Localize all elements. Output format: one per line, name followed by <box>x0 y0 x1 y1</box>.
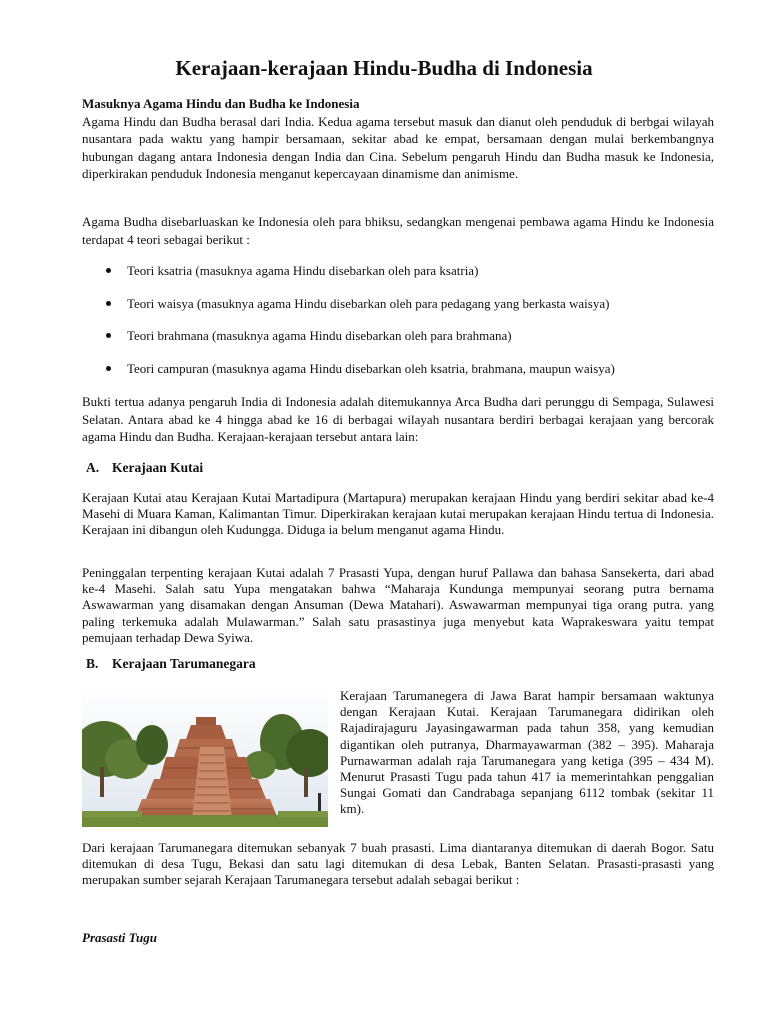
section-heading-tarumanegara <box>86 656 256 672</box>
theory-list <box>82 263 714 393</box>
intro-subheading: Masuknya Agama Hindu dan Budha ke Indonesia <box>82 96 360 111</box>
theory-item: Teori waisya (masuknya agama Hindu disebarkan oleh para pedagang yang berkasta waisya) <box>82 296 714 329</box>
page-title: Kerajaan-kerajaan Hindu-Budha di Indonesia <box>175 56 593 80</box>
section-heading-kutai <box>86 460 203 476</box>
intro-paragraph-1: Agama Hindu dan Budha berasal dari India. Kedua agama tersebut masuk dan dianut oleh penduduk di berbgai wilayah nusantara pada waktu yang hampir bersamaan, sekitar abad ke empat, bersamaan dengan mulai berkembangnya hubungan dagang antara Indonesia dengan India dan Cina. Sebelum pengaruh Hindu dan Budha masuk ke Indonesia, diperkirakan penduduk Indonesia menganut kepercayaan dinamisme dan animisme. <box>82 113 714 181</box>
section-heading-text: Kerajaan Kutai <box>112 460 204 475</box>
intro-section <box>82 95 714 183</box>
theory-item: Teori brahmana (masuknya agama Hindu disebarkan oleh para brahmana) <box>82 328 714 361</box>
theory-item: Teori campuran (masuknya agama Hindu disebarkan oleh ksatria, brahmana, maupun waisya) <box>82 361 714 394</box>
theory-item: Teori ksatria (masuknya agama Hindu disebarkan oleh para ksatria) <box>82 263 714 296</box>
temple-photo <box>82 687 328 827</box>
section-letter: B. <box>86 656 99 671</box>
section-heading-text: Kerajaan Tarumanegara <box>112 656 256 671</box>
section-letter: A. <box>86 460 100 475</box>
tarumanegara-side-text: Kerajaan Tarumanegera di Jawa Barat hampir bersamaan waktunya dengan Kerajaan Kutai. Kerajaan Tarumanegara didirikan oleh Rajadirajaguru Jayasingawarman pada tahun 358, yang kemudian digantikan oleh putranya, Dharmayawarman (382 – 395). Maharaja Purnawarman adalah raja Tarumanegara yang ketiga (395 – 434 M). Menurut Prasasti Tugu pada tahun 417 ia memerintahkan penggalian Sungai Gomati dan Candrabaga sepanjang 6112 tombak (sekitar 11 km). <box>340 688 714 817</box>
kutai-paragraph-2: Peninggalan terpenting kerajaan Kutai adalah 7 Prasasti Yupa, dengan huruf Pallawa dan bahasa Sansekerta, dari abad ke-4 Masehi. Salah satu Yupa mengatakan bahwa “Maharaja Kundunga mempunyai seorang putra bernama Aswawarman yang disamakan dengan Ansuman (Dewa Matahari). Aswawarman mempunyai tiga orang putra. yang paling terkemuka adalah Mulawarman.” Salah satu prasastinya juga menyebut kata Waprakeswara yaitu tempat pemujaan terhadap Dewa Syiwa. <box>82 565 714 645</box>
intro-paragraph-2: Agama Budha disebarluaskan ke Indonesia oleh para bhiksu, sedangkan mengenai pembawa agama Hindu ke Indonesia terdapat 4 teori sebagai berikut : <box>82 214 714 247</box>
prasasti-tugu-heading: Prasasti Tugu <box>82 930 158 945</box>
kutai-paragraph-1: Kerajaan Kutai atau Kerajaan Kutai Martadipura (Martapura) merupakan kerajaan Hindu yang berdiri sekitar abad ke-4 Masehi di Muara Kaman, Kalimantan Timur. Diperkirakan kerajaan kutai merupakan kerajaan Hindu tertua di Indonesia. Kerajaan ini dibangun oleh Kudungga. Diduga ia belum menganut agama Hindu. <box>82 490 714 538</box>
intro-paragraph-3: Bukti tertua adanya pengaruh India di Indonesia adalah ditemukannya Arca Budha dari perunggu di Sempaga, Sulawesi Selatan. Antara abad ke 4 hingga abad ke 16 di berbagai wilayah nusantara berdiri berbagai kerajaan yang bercorak agama Hindu dan Budha. Kerajaan-kerajaan tersebut antara lain: <box>82 394 714 444</box>
tarumanegara-paragraph: Dari kerajaan Tarumanegara ditemukan sebanyak 7 buah prasasti. Lima diantaranya ditemukan di daerah Bogor. Satu ditemukan di desa Tugu, Bekasi dan satu lagi ditemukan di desa Lebak, Banten Selatan. Prasasti-prasasti yang merupakan sumber sejarah Kerajaan Tarumanegara tersebut adalah sebagai berikut : <box>82 840 714 888</box>
